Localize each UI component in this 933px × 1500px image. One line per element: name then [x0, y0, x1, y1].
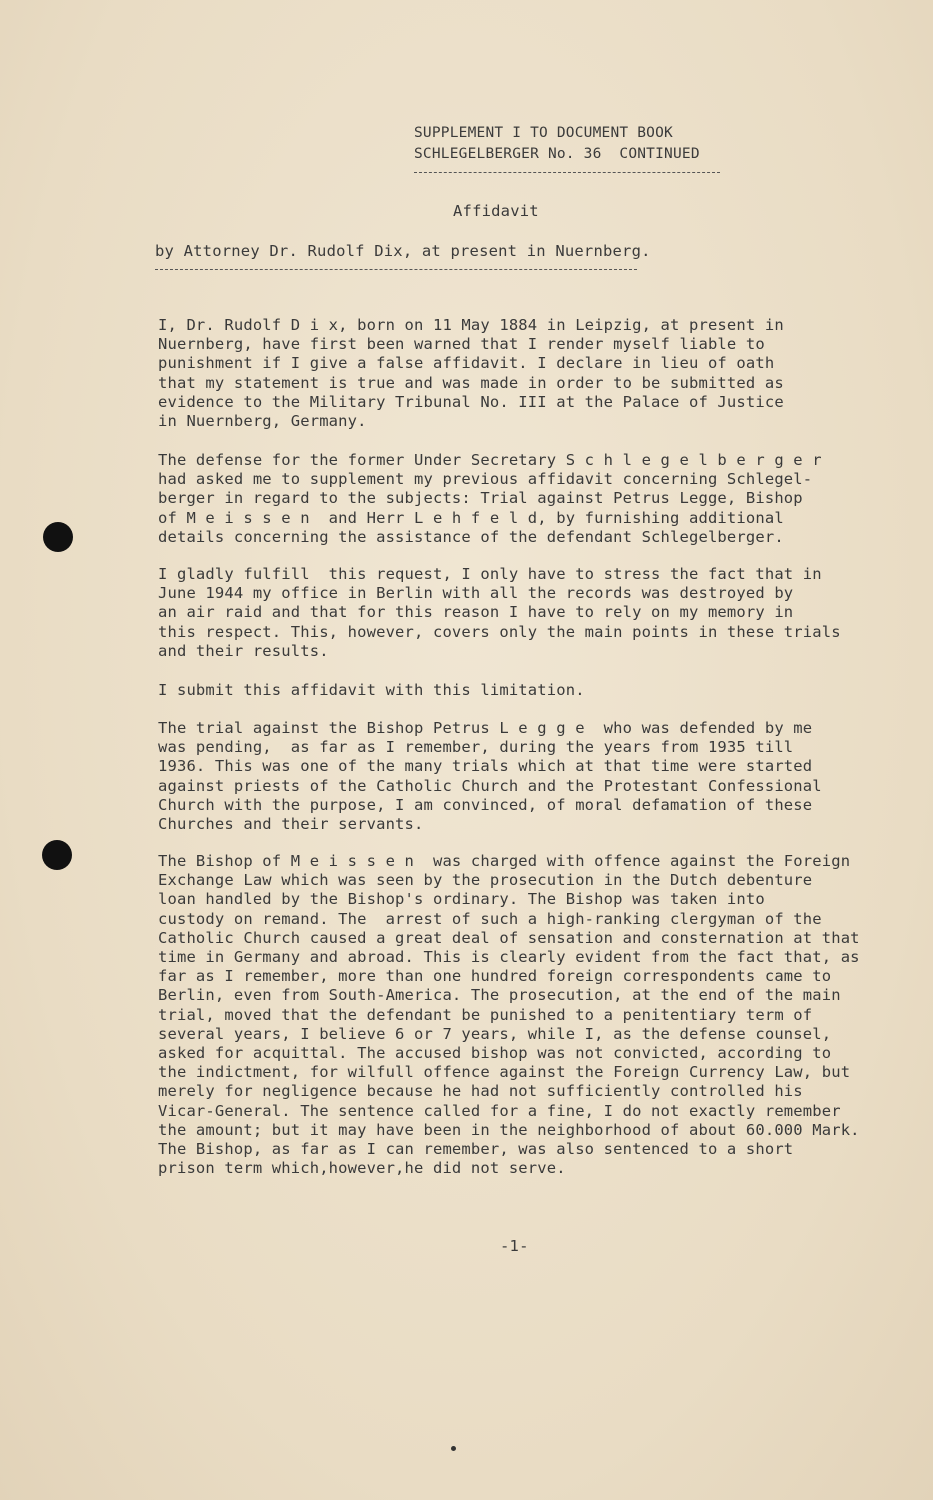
text-line: the indictment, for wilfull offence against the Foreign Currency Law, but	[158, 1063, 851, 1082]
text-line: June 1944 my office in Berlin with all the records was destroyed by	[158, 584, 794, 603]
text-line: against priests of the Catholic Church and the Protestant Confessional	[158, 776, 822, 795]
text-line: time in Germany and abroad. This is clearly evident from the fact that, as	[158, 948, 860, 967]
text-line: The trial against the Bishop Petrus L e g g e who was defended by me	[158, 719, 813, 737]
text-line: trial, moved that the defendant be punished to a penitentiary term of	[158, 1005, 813, 1024]
text-line: this respect. This, however, covers only the main points in these trials	[158, 622, 841, 641]
document-subtitle: by Attorney Dr. Rudolf Dix, at present in Nuernberg.	[155, 242, 651, 260]
paragraph-2	[158, 451, 878, 547]
header-line-2: SCHLEGELBERGER No. 36 CONTINUED	[414, 146, 700, 162]
text-line: and their results.	[158, 641, 329, 660]
text-line: custody on remand. The arrest of such a high-ranking clergyman of the	[158, 909, 822, 928]
punch-hole-top	[43, 522, 73, 552]
paragraph-3	[158, 565, 878, 661]
text-line: Berlin, even from South-America. The prosecution, at the end of the main	[158, 986, 841, 1005]
text-line: far as I remember, more than one hundred foreign correspondents came to	[158, 967, 832, 986]
text-line: Exchange Law which was seen by the prosecution in the Dutch debenture	[158, 871, 813, 890]
text-line: the amount; but it may have been in the neighborhood of about 60.000 Mark.	[158, 1120, 860, 1139]
text-line: of M e i s s e n and Herr L e h f e l d, by furnishing additional	[158, 508, 784, 527]
text-line: asked for acquittal. The accused bishop was not convicted, according to	[158, 1044, 832, 1063]
text-line: that my statement is true and was made in order to be submitted as	[158, 373, 784, 392]
text-line: evidence to the Military Tribunal No. III at the Palace of Justice	[158, 392, 784, 411]
punch-hole-bottom	[42, 840, 72, 870]
text-line: an air raid and that for this reason I have to rely on my memory in	[158, 603, 794, 622]
text-line: prison term which,however,he did not serve.	[158, 1159, 566, 1178]
paragraph-5	[158, 719, 878, 834]
text-line: several years, I believe 6 or 7 years, while I, as the defense counsel,	[158, 1024, 832, 1043]
text-line: The Bishop, as far as I can remember, was also sentenced to a short	[158, 1140, 794, 1159]
text-line: Catholic Church caused a great deal of sensation and consternation at that	[158, 928, 860, 947]
paper-speck	[451, 1446, 456, 1451]
subtitle-underline	[155, 269, 637, 270]
text-line: punishment if I give a false affidavit. I declare in lieu of oath	[158, 354, 775, 373]
text-line: I, Dr. Rudolf D i x, born on 11 May 1884 in Leipzig, at present in	[158, 316, 784, 334]
text-line: details concerning the assistance of the defendant Schlegelberger.	[158, 527, 784, 546]
document-title: Affidavit	[453, 202, 539, 220]
text-line: berger in regard to the subjects: Trial against Petrus Legge, Bishop	[158, 489, 803, 508]
text-line: I submit this affidavit with this limitation.	[158, 681, 585, 699]
text-line: in Nuernberg, Germany.	[158, 412, 367, 431]
paragraph-1	[158, 316, 878, 431]
text-line: Church with the purpose, I am convinced, of moral defamation of these	[158, 795, 813, 814]
text-line: was pending, as far as I remember, during the years from 1935 till	[158, 738, 794, 757]
text-line: The Bishop of M e i s s e n was charged with offence against the Foreign	[158, 852, 851, 870]
text-line: Nuernberg, have first been warned that I render myself liable to	[158, 335, 765, 354]
header-underline	[414, 172, 720, 173]
paragraph-4	[158, 681, 878, 700]
text-line: The defense for the former Under Secretary S c h l e g e l b e r g e r	[158, 451, 822, 469]
text-line: Vicar-General. The sentence called for a fine, I do not exactly remember	[158, 1101, 841, 1120]
header-line-1: SUPPLEMENT I TO DOCUMENT BOOK	[414, 125, 673, 141]
paragraph-6	[158, 852, 878, 1178]
text-line: Churches and their servants.	[158, 815, 424, 834]
text-line: merely for negligence because he had not sufficiently controlled his	[158, 1082, 803, 1101]
text-line: 1936. This was one of the many trials which at that time were started	[158, 757, 813, 776]
text-line: loan handled by the Bishop's ordinary. The Bishop was taken into	[158, 890, 765, 909]
text-line: had asked me to supplement my previous affidavit concerning Schlegel-	[158, 470, 813, 489]
page-number: -1-	[500, 1237, 529, 1255]
text-line: I gladly fulfill this request, I only have to stress the fact that in	[158, 565, 822, 583]
